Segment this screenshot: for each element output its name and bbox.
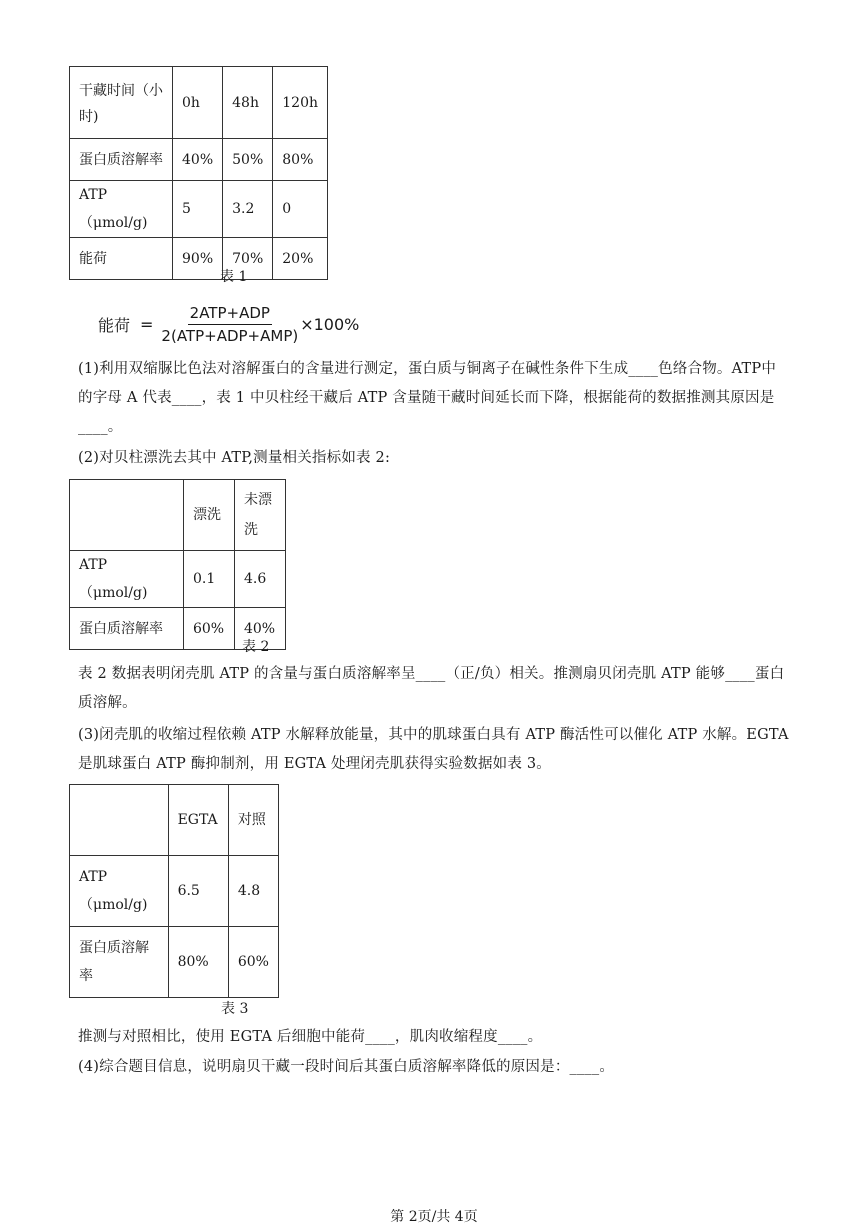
table-cell: 4.6: [234, 551, 285, 608]
formula-lhs: 能荷: [98, 315, 131, 335]
table-cell: 120h: [273, 67, 328, 139]
table-row: [70, 927, 279, 998]
table-cell: 60%: [228, 927, 278, 998]
table-row: [70, 181, 328, 238]
question-2-text: 表 2 数据表明闭壳肌 ATP 的含量与蛋白质溶解率呈____（正/负）相关。推测扇贝闭壳肌 ATP 能够____蛋白质溶解。: [78, 666, 785, 711]
formula-numerator: 2ATP+ADP: [188, 304, 272, 325]
table-cell: 48h: [223, 67, 273, 139]
table-cell: 蛋白质溶解率: [70, 139, 173, 181]
formula-fraction: [161, 304, 298, 345]
page-footer: 第 2页/共 4页: [390, 1209, 478, 1225]
table-cell: ATP（μmol/g): [70, 856, 169, 927]
table-row: [70, 139, 328, 181]
table-cell: 蛋白质溶解率: [70, 927, 169, 998]
table-cell: 0.1: [183, 551, 234, 608]
question-3: (3)闭壳肌的收缩过程依赖 ATP 水解释放能量，其中的肌球蛋白具有 ATP 酶活性可以催化 ATP 水解。EGTA 是肌球蛋白 ATP 酶抑制剂，用 EGTA 处理闭壳肌获得实验数据如表 3。: [78, 727, 789, 772]
formula-equals: =: [140, 314, 154, 334]
table-3-header-row: [70, 785, 279, 856]
table-cell: 4.8: [228, 856, 278, 927]
table-cell: 干藏时间（小时): [70, 67, 173, 139]
table-3: [69, 784, 279, 998]
table-cell: 5: [173, 181, 223, 238]
table-cell: ATP（μmol/g): [70, 551, 184, 608]
table-cell: 70%: [223, 238, 273, 280]
question-2-intro: (2)对贝柱漂洗去其中 ATP,测量相关指标如表 2:: [78, 450, 391, 466]
table-cell: 40%: [173, 139, 223, 181]
table-cell: 能荷: [70, 238, 173, 280]
table-cell: ATP（μmol/g): [70, 181, 173, 238]
table-cell: EGTA: [168, 785, 228, 856]
table-cell: 50%: [223, 139, 273, 181]
formula-denominator: 2(ATP+ADP+AMP): [161, 326, 299, 345]
table-cell: 未漂洗: [234, 480, 285, 551]
table-row: [70, 238, 328, 280]
table-2-caption: 表 2: [242, 639, 270, 655]
table-row: [70, 856, 279, 927]
table-cell: 80%: [168, 927, 228, 998]
table-cell: [70, 480, 184, 551]
table-1-caption: 表 1: [220, 269, 248, 285]
table-cell: 6.5: [168, 856, 228, 927]
question-1: (1)利用双缩脲比色法对溶解蛋白的含量进行测定，蛋白质与铜离子在碱性条件下生成____色络合物。ATP中的字母 A 代表____，表 1 中贝柱经干藏后 ATP 含量随干藏时间延长而下降，根据能荷的数据推测其原因是____。: [78, 361, 777, 435]
table-cell: 90%: [173, 238, 223, 280]
table-3-caption: 表 3: [221, 1001, 249, 1017]
table-cell: 3.2: [223, 181, 273, 238]
table-1-header-row: [70, 67, 328, 139]
energy-charge-formula: [98, 302, 359, 346]
table-cell: 20%: [273, 238, 328, 280]
table-cell: 蛋白质溶解率: [70, 608, 184, 650]
table-1: [69, 66, 328, 280]
question-4: (4)综合题目信息，说明扇贝干藏一段时间后其蛋白质溶解率降低的原因是：____。: [78, 1059, 615, 1075]
question-3-text: 推测与对照相比，使用 EGTA 后细胞中能荷____，肌肉收缩程度____。: [78, 1029, 543, 1045]
table-2-header-row: [70, 480, 286, 551]
table-cell: 对照: [228, 785, 278, 856]
table-cell: 80%: [273, 139, 328, 181]
table-cell: 0h: [173, 67, 223, 139]
table-cell: 0: [273, 181, 328, 238]
table-cell: 漂洗: [183, 480, 234, 551]
table-cell: 40%: [234, 608, 285, 650]
table-cell: 60%: [183, 608, 234, 650]
table-2: [69, 479, 286, 650]
formula-suffix: ×100%: [300, 314, 360, 334]
table-cell: [70, 785, 169, 856]
table-row: [70, 551, 286, 608]
